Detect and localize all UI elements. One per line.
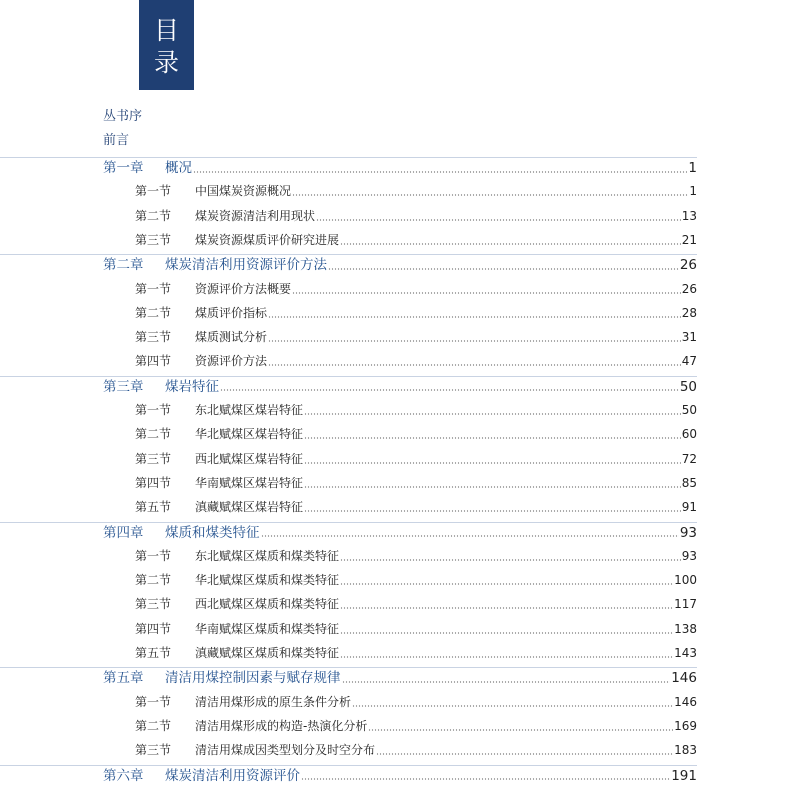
- section-number: 第四节: [135, 475, 172, 490]
- toc-section-entry[interactable]: [0, 400, 697, 420]
- toc-section-entry[interactable]: [0, 279, 697, 299]
- chapter-title: 煤炭清洁利用资源评价: [165, 767, 300, 784]
- chapter-title: 煤炭清洁利用资源评价方法: [165, 257, 327, 274]
- section-title: 煤质测试分析: [195, 330, 268, 345]
- dot-leader: [304, 437, 681, 439]
- page-number: 47: [681, 354, 697, 369]
- section-title: 煤炭资源清洁利用现状: [195, 208, 316, 223]
- section-title: 清洁用煤形成的原生条件分析: [195, 694, 352, 709]
- toc-chapter-entry[interactable]: [0, 522, 697, 542]
- section-title: 清洁用煤成因类型划分及时空分布: [195, 743, 376, 758]
- dot-leader: [340, 656, 673, 658]
- chapter-number: 第三章: [103, 378, 144, 395]
- dot-leader: [376, 753, 673, 755]
- section-number: 第一节: [135, 403, 172, 417]
- dot-leader: [368, 729, 673, 731]
- toc-section-entry[interactable]: [0, 303, 697, 323]
- toc-section-entry[interactable]: [0, 643, 697, 663]
- chapter-number: 第四章: [103, 524, 144, 541]
- toc-chapter-entry[interactable]: [0, 667, 697, 687]
- page-number: 146: [671, 670, 697, 687]
- dot-leader: [268, 316, 681, 318]
- front-matter-series-preface[interactable]: 丛书序: [103, 109, 143, 124]
- section-title: 煤炭资源煤质评价研究进展: [195, 232, 340, 247]
- page-number: 93: [679, 524, 697, 541]
- toc-section-entry[interactable]: [0, 716, 697, 736]
- toc-section-entry[interactable]: [0, 546, 697, 566]
- dot-leader: [292, 194, 688, 196]
- section-title: 滇藏赋煤区煤质和煤类特征: [195, 646, 340, 660]
- section-number: 第一节: [135, 694, 172, 709]
- section-number: 第一节: [135, 548, 172, 563]
- chapter-number: 第六章: [103, 767, 144, 784]
- toc-title: [139, 0, 194, 90]
- section-title: 西北赋煤区煤岩特征: [195, 451, 304, 466]
- page-number: 93: [681, 548, 697, 563]
- dot-leader: [342, 681, 671, 683]
- section-title: 西北赋煤区煤质和煤类特征: [195, 597, 340, 612]
- section-title: 资源评价方法概要: [195, 281, 292, 296]
- page-number: 60: [681, 427, 697, 442]
- toc-section-entry[interactable]: [0, 449, 697, 469]
- page-number: 143: [674, 646, 697, 660]
- dot-leader: [304, 510, 681, 512]
- toc-section-entry[interactable]: [0, 351, 697, 371]
- section-number: 第三节: [135, 597, 172, 612]
- toc-title-line2: 录: [153, 48, 179, 77]
- toc-section-entry[interactable]: [0, 497, 697, 517]
- page-number: 183: [674, 743, 697, 758]
- section-number: 第五节: [135, 500, 172, 515]
- page-number: 117: [674, 597, 697, 612]
- section-number: 第一节: [135, 281, 172, 296]
- section-number: 第三节: [135, 330, 172, 345]
- toc-section-entry[interactable]: [0, 327, 697, 347]
- section-title: 东北赋煤区煤岩特征: [195, 403, 304, 417]
- page-number: 191: [671, 767, 697, 784]
- section-title: 华北赋煤区煤质和煤类特征: [195, 573, 340, 588]
- section-number: 第五节: [135, 646, 172, 660]
- section-number: 第一节: [135, 184, 172, 199]
- dot-leader: [292, 292, 681, 294]
- toc-section-entry[interactable]: [0, 594, 697, 614]
- dot-leader: [304, 413, 681, 415]
- section-title: 华南赋煤区煤岩特征: [195, 475, 304, 490]
- section-number: 第三节: [135, 451, 172, 466]
- section-number: 第二节: [135, 208, 172, 223]
- page-number: 50: [679, 378, 697, 395]
- chapter-number: 第五章: [103, 670, 144, 687]
- section-title: 资源评价方法: [195, 354, 268, 369]
- dot-leader: [268, 340, 681, 342]
- front-matter-preface[interactable]: 前言: [103, 133, 130, 148]
- section-number: 第二节: [135, 427, 172, 442]
- chapter-title: 煤岩特征: [165, 378, 219, 395]
- dot-leader: [316, 219, 681, 221]
- toc-section-entry[interactable]: [0, 181, 697, 201]
- section-number: 第四节: [135, 621, 172, 636]
- toc-chapter-entry[interactable]: [0, 376, 697, 396]
- dot-leader: [261, 535, 679, 537]
- dot-leader: [301, 778, 670, 780]
- section-title: 华南赋煤区煤质和煤类特征: [195, 621, 340, 636]
- toc-section-entry[interactable]: [0, 619, 697, 639]
- dot-leader: [268, 364, 681, 366]
- dot-leader: [340, 243, 681, 245]
- page-number: 13: [681, 208, 697, 223]
- chapter-title: 概况: [165, 160, 192, 176]
- dot-leader: [220, 389, 679, 391]
- page-number: 72: [681, 451, 697, 466]
- toc-section-entry[interactable]: [0, 692, 697, 712]
- page-number: 138: [674, 621, 697, 636]
- section-number: 第二节: [135, 573, 172, 588]
- page-number: 26: [679, 257, 697, 274]
- toc-section-entry[interactable]: [0, 424, 697, 444]
- page-number: 1: [688, 160, 697, 176]
- page-number: 146: [674, 694, 697, 709]
- page-number: 169: [674, 718, 697, 733]
- dot-leader: [340, 559, 681, 561]
- toc-chapter-entry[interactable]: [0, 157, 697, 177]
- section-number: 第二节: [135, 305, 172, 320]
- dot-leader: [304, 462, 681, 464]
- section-title: 华北赋煤区煤岩特征: [195, 427, 304, 442]
- page-number: 28: [681, 305, 697, 320]
- toc-section-entry[interactable]: [0, 230, 697, 250]
- dot-leader: [340, 632, 673, 634]
- toc-chapter-entry[interactable]: [0, 254, 697, 274]
- page-number: 21: [681, 232, 697, 247]
- toc-section-entry[interactable]: [0, 570, 697, 590]
- dot-leader: [340, 607, 673, 609]
- page-number: 100: [674, 573, 697, 588]
- toc-section-entry[interactable]: [0, 473, 697, 493]
- page-number: 91: [681, 500, 697, 515]
- section-number: 第四节: [135, 354, 172, 369]
- chapter-title: 煤质和煤类特征: [165, 524, 260, 541]
- toc-title-line1: 目: [153, 16, 179, 45]
- toc-section-entry[interactable]: [0, 740, 697, 760]
- dot-leader: [340, 583, 673, 585]
- chapter-number: 第一章: [103, 160, 144, 176]
- section-title: 煤质评价指标: [195, 305, 268, 320]
- page-number: 50: [681, 403, 697, 417]
- section-number: 第三节: [135, 743, 172, 758]
- section-title: 东北赋煤区煤质和煤类特征: [195, 548, 340, 563]
- page-number: 1: [689, 184, 697, 199]
- dot-leader: [304, 486, 681, 488]
- chapter-number: 第二章: [103, 257, 144, 274]
- section-number: 第三节: [135, 232, 172, 247]
- dot-leader: [193, 171, 687, 173]
- section-title: 清洁用煤形成的构造-热演化分析: [195, 718, 368, 733]
- chapter-title: 清洁用煤控制因素与赋存规律: [165, 670, 341, 687]
- page-number: 85: [681, 475, 697, 490]
- page-number: 26: [681, 281, 697, 296]
- section-title: 中国煤炭资源概况: [195, 184, 292, 199]
- toc-section-entry[interactable]: [0, 206, 697, 226]
- section-title: 滇藏赋煤区煤岩特征: [195, 500, 304, 515]
- dot-leader: [352, 705, 673, 707]
- dot-leader: [328, 268, 679, 270]
- section-number: 第二节: [135, 718, 172, 733]
- page-number: 31: [681, 330, 697, 345]
